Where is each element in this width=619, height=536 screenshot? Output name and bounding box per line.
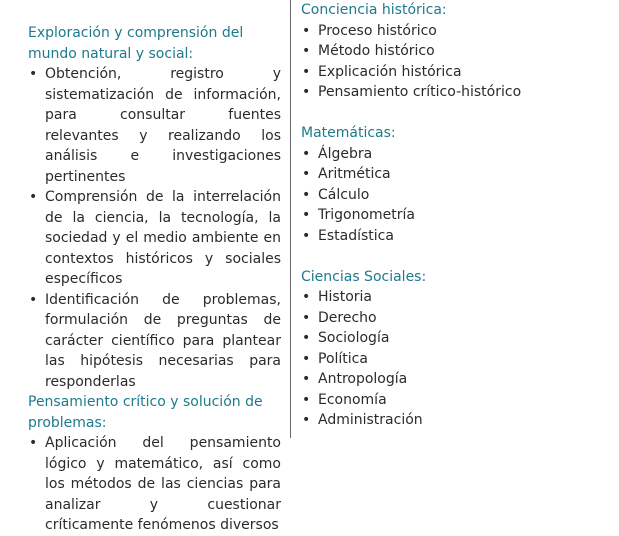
list-item: • Aritmética (301, 164, 601, 185)
column-divider (290, 0, 291, 438)
ciencias-sociales-list (301, 287, 601, 431)
spacer (301, 103, 601, 124)
section-heading-exploracion: Exploración y comprensión del mundo natural y social: (28, 25, 244, 62)
list-item: • Estadística (301, 226, 601, 247)
list-item: • Explicación histórica (301, 62, 601, 83)
list-item: • Método histórico (301, 41, 601, 62)
list-item: • Aplicación del pensamiento lógico y matemático, así como los métodos de las ciencias para analizar y cuestionar críticamente fenómenos diversos (28, 433, 281, 536)
section-heading-conciencia-historica: Conciencia histórica: (301, 2, 447, 18)
list-item: • Trigonometría (301, 205, 601, 226)
list-item: • Identificación de problemas, formulación de preguntas de carácter científico para plantear las hipótesis necesarias para responderlas (28, 290, 281, 393)
list-item: • Historia (301, 287, 601, 308)
list-item: • Derecho (301, 308, 601, 329)
left-column (28, 23, 281, 536)
list-item: • Obtención, registro y sistematización de información, para consultar fuentes relevantes y realizando los análisis e investigaciones pertinentes (28, 64, 281, 187)
exploracion-list (28, 64, 281, 392)
list-item: • Álgebra (301, 144, 601, 165)
right-column (301, 0, 601, 431)
list-item: • Proceso histórico (301, 21, 601, 42)
list-item: • Administración (301, 410, 601, 431)
list-item: • Comprensión de la interrelación de la ciencia, la tecnología, la sociedad y el medio ambiente en contextos históricos y sociales específicos (28, 187, 281, 290)
section-heading-matematicas: Matemáticas: (301, 125, 396, 141)
conciencia-historica-list (301, 21, 601, 103)
list-item: • Pensamiento crítico-histórico (301, 82, 601, 103)
spacer (301, 246, 601, 267)
section-heading-pensamiento-critico: Pensamiento crítico y solución de problemas: (28, 394, 263, 431)
section-heading-ciencias-sociales: Ciencias Sociales: (301, 268, 427, 285)
pensamiento-critico-list (28, 433, 281, 536)
list-item: • Política (301, 349, 601, 370)
matematicas-list (301, 144, 601, 247)
list-item: • Economía (301, 390, 601, 411)
list-item: • Antropología (301, 369, 601, 390)
list-item: • Sociología (301, 328, 601, 349)
list-item: • Cálculo (301, 185, 601, 206)
